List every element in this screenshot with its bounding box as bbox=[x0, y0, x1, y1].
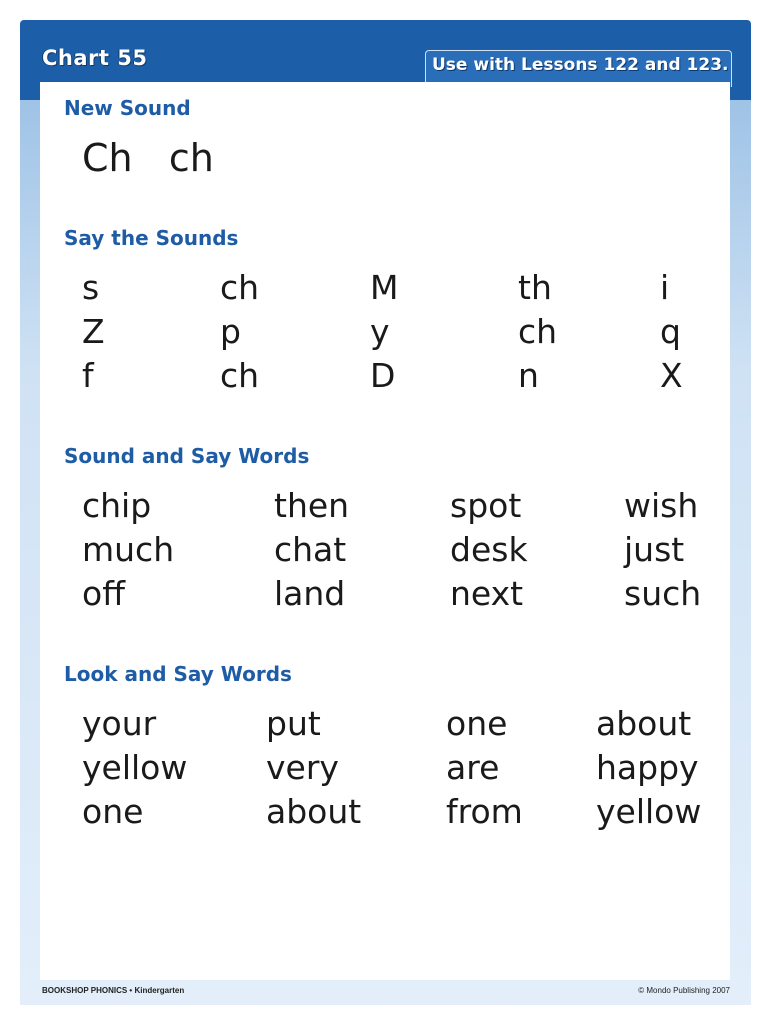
word-item: about bbox=[266, 792, 362, 831]
word-item: land bbox=[274, 574, 346, 613]
sounds-column-1 bbox=[82, 266, 105, 398]
sound-item: Z bbox=[82, 312, 105, 351]
word-item: chip bbox=[82, 486, 152, 525]
look-words-column-1 bbox=[82, 702, 187, 834]
word-item: about bbox=[596, 704, 692, 743]
look-words-column-3 bbox=[446, 702, 523, 834]
say-the-sounds-heading: Say the Sounds bbox=[64, 226, 239, 250]
sounds-column-5 bbox=[660, 266, 683, 398]
sounds-column-3 bbox=[370, 266, 398, 398]
word-item: wish bbox=[624, 486, 699, 525]
word-item: happy bbox=[596, 748, 699, 787]
sound-item: n bbox=[518, 356, 539, 395]
look-words-column-2 bbox=[266, 702, 361, 834]
sound-item: i bbox=[660, 268, 670, 307]
sound-item: D bbox=[370, 356, 396, 395]
word-item: desk bbox=[450, 530, 528, 569]
word-item: chat bbox=[274, 530, 347, 569]
chart-title: Chart 55 bbox=[42, 46, 148, 70]
sound-item: ch bbox=[220, 268, 260, 307]
look-and-say-words-heading: Look and Say Words bbox=[64, 662, 292, 686]
sound-item: y bbox=[370, 312, 390, 351]
sound-item: s bbox=[82, 268, 100, 307]
new-sound-letters: Ch ch bbox=[82, 136, 214, 180]
sound-item: M bbox=[370, 268, 399, 307]
word-item: spot bbox=[450, 486, 522, 525]
word-item: then bbox=[274, 486, 350, 525]
look-words-column-4 bbox=[596, 702, 701, 834]
sound-item: X bbox=[660, 356, 683, 395]
sound-item: q bbox=[660, 312, 681, 351]
new-sound-heading: New Sound bbox=[64, 96, 191, 120]
sound-words-column-4 bbox=[624, 484, 701, 616]
word-item: much bbox=[82, 530, 175, 569]
word-item: next bbox=[450, 574, 524, 613]
sounds-column-2 bbox=[220, 266, 259, 398]
word-item: one bbox=[82, 792, 144, 831]
footer-copyright: © Mondo Publishing 2007 bbox=[638, 986, 730, 995]
word-item: your bbox=[82, 704, 157, 743]
word-item: off bbox=[82, 574, 125, 613]
sound-item: p bbox=[220, 312, 241, 351]
word-item: put bbox=[266, 704, 321, 743]
footer-series-label: BOOKSHOP PHONICS • Kindergarten bbox=[42, 986, 185, 995]
word-item: are bbox=[446, 748, 500, 787]
word-item: yellow bbox=[596, 792, 702, 831]
word-item: one bbox=[446, 704, 508, 743]
sound-item: f bbox=[82, 356, 94, 395]
word-item: such bbox=[624, 574, 702, 613]
sound-item: ch bbox=[220, 356, 260, 395]
sound-words-column-3 bbox=[450, 484, 528, 616]
sound-item: th bbox=[518, 268, 552, 307]
word-item: from bbox=[446, 792, 523, 831]
word-item: just bbox=[624, 530, 685, 569]
sound-words-column-2 bbox=[274, 484, 349, 616]
sound-item: ch bbox=[518, 312, 558, 351]
lesson-note: Use with Lessons 122 and 123. bbox=[432, 55, 729, 75]
sound-words-column-1 bbox=[82, 484, 174, 616]
sounds-column-4 bbox=[518, 266, 557, 398]
word-item: yellow bbox=[82, 748, 188, 787]
sound-and-say-words-heading: Sound and Say Words bbox=[64, 444, 310, 468]
word-item: very bbox=[266, 748, 339, 787]
